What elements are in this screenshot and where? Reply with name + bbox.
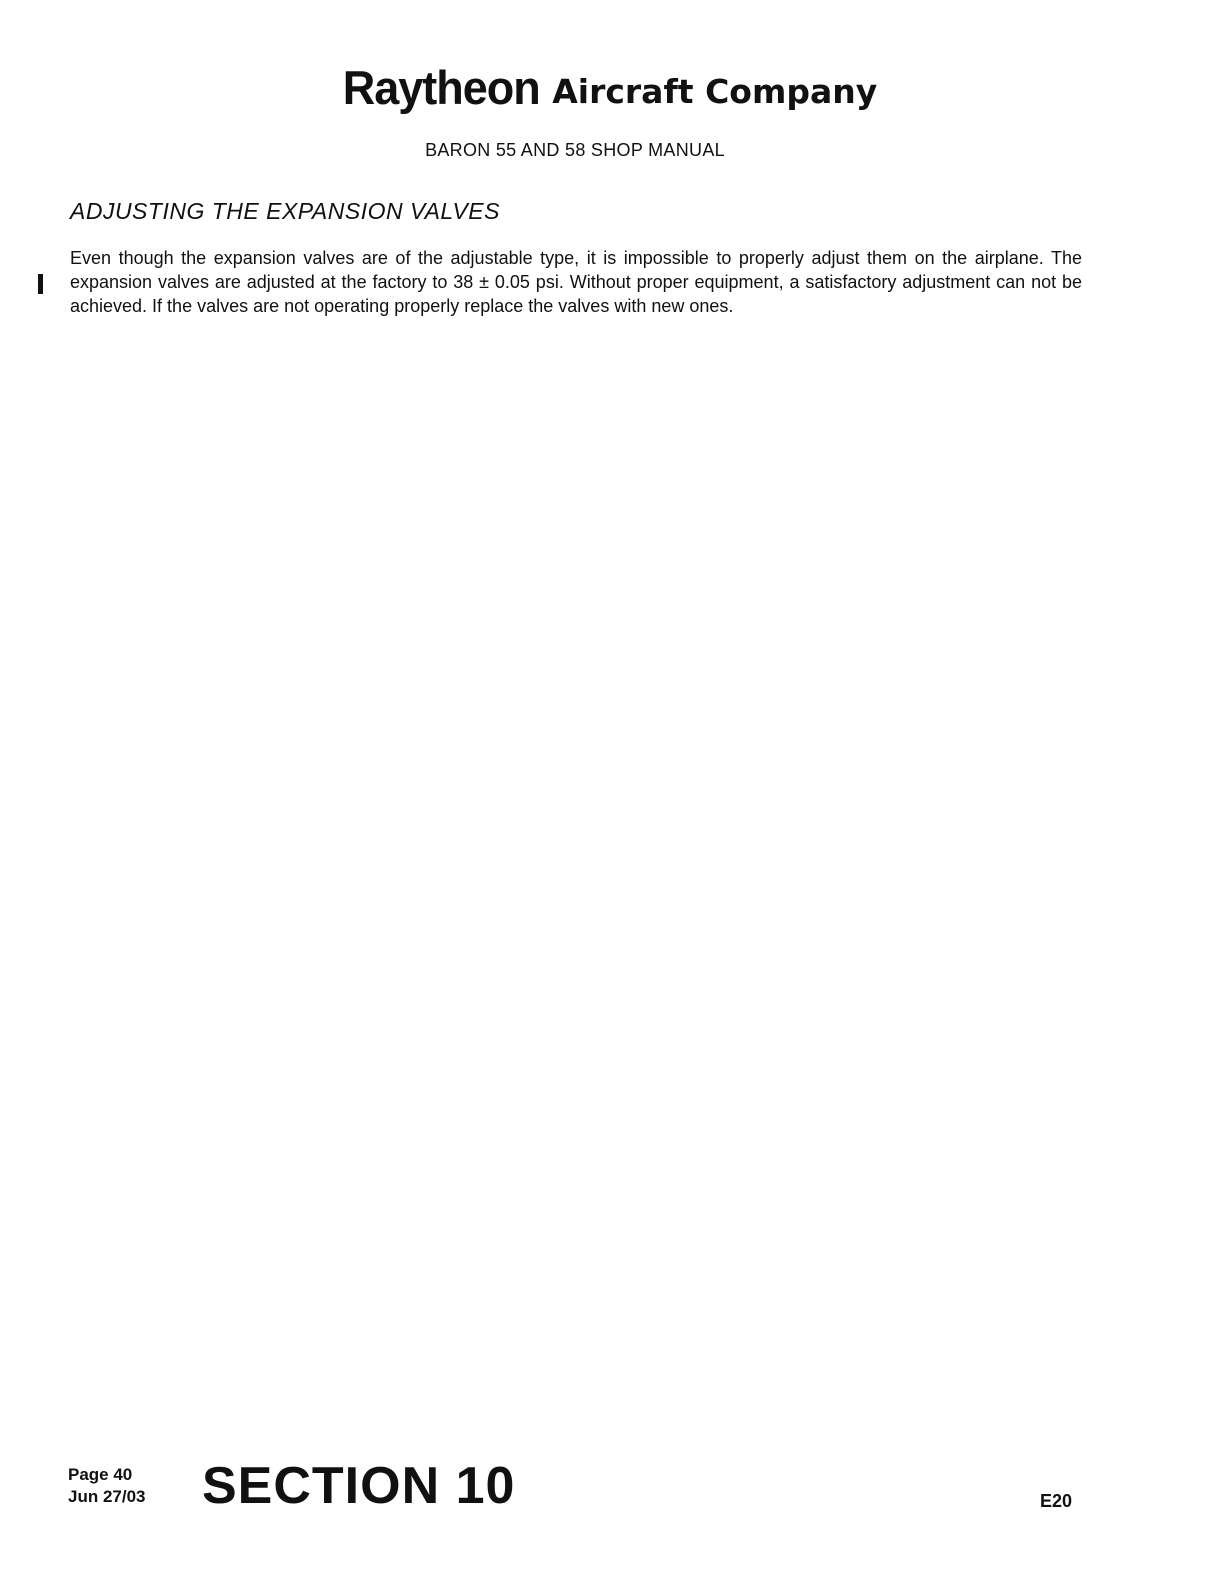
page-number: Page 40 <box>68 1465 133 1484</box>
document-code: E20 <box>1040 1491 1073 1511</box>
manual-title: BARON 55 AND 58 SHOP MANUAL <box>425 140 725 160</box>
section-heading: ADJUSTING THE EXPANSION VALVES <box>70 198 500 224</box>
page-header <box>0 62 1220 114</box>
revision-date: Jun 27/03 <box>68 1487 146 1506</box>
body-paragraph: Even though the expansion valves are of the adjustable type, it is impossible to properly adjust them on the airplane. The expansion valves are adjusted at the factory to 38 ± 0.05 psi. Without proper equipment, a satisfactory adjustment can not be achieved. If the valves are not operating properly replace the valves with new ones. <box>70 248 1082 316</box>
revision-change-bar <box>38 274 43 294</box>
company-logo <box>343 62 878 114</box>
company-name: Aircraft Company <box>552 72 878 111</box>
section-label: SECTION 10 <box>202 1457 516 1515</box>
page-info <box>68 1464 146 1508</box>
brand-name: Raytheon <box>342 60 540 115</box>
